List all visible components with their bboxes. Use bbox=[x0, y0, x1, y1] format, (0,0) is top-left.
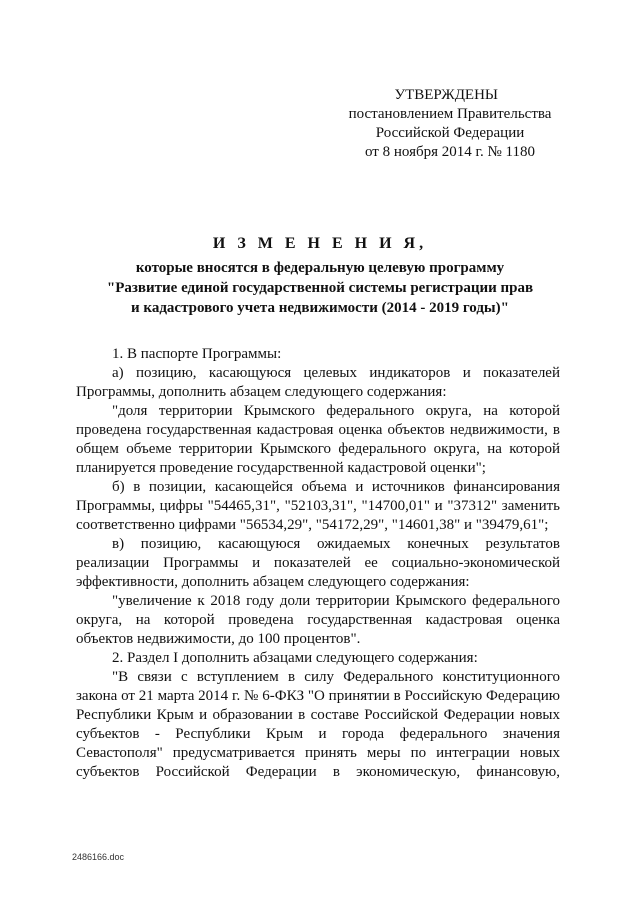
document-title bbox=[80, 234, 560, 318]
paragraph: "доля территории Крымского федерального округа, на которой проведена государственная кадастровая оценка объектов недвижимости, в общем объеме территории Крымского федерального округа, на которой планируется проведение государственной кадастровой оценки"; bbox=[76, 403, 560, 476]
paragraph: а) позицию, касающуюся целевых индикаторов и показателей Программы, дополнить абзацем следующего содержания: bbox=[76, 365, 560, 400]
file-name-footer: 2486166.doc bbox=[72, 852, 125, 862]
title-main: И З М Е Н Е Н И Я, bbox=[212, 235, 428, 252]
approval-heading: УТВЕРЖДЕНЫ bbox=[394, 87, 498, 103]
paragraph: "В связи с вступлением в силу Федерального конституционного закона от 21 марта 2014 г. № 6-ФКЗ "О принятии в Российскую Федерацию Республики Крым и образовании в составе Российской Федерации новых субъектов - Республики Крым и города федерального значения Севастополя" предусматривается принять меры по интеграции новых субъектов Российской Федерации в экономическую, финансовую, bbox=[76, 669, 560, 780]
approval-line: Российской Федерации bbox=[375, 125, 525, 141]
paragraph: 2. Раздел I дополнить абзацами следующего содержания: bbox=[112, 650, 478, 666]
paragraph: б) в позиции, касающейся объема и источников финансирования Программы, цифры "54465,31", "52103,31", "14700,01" и "37312" заменить соответственно цифрами "56534,29", "54172,29", "14601,38" и "39479,61"; bbox=[76, 479, 560, 533]
document-body bbox=[76, 345, 560, 782]
approval-line: постановлением Правительства bbox=[348, 106, 552, 122]
title-line: и кадастрового учета недвижимости (2014 - 2019 годы)" bbox=[131, 300, 509, 316]
paragraph: в) позицию, касающуюся ожидаемых конечных результатов реализации Программы и показателей ее социально-экономической эффективности, дополнить абзацем следующего содержания: bbox=[76, 536, 560, 590]
paragraph: 1. В паспорте Программы: bbox=[112, 346, 282, 362]
paragraph: "увеличение к 2018 году доли территории Крымского федерального округа, на которой проведена государственная кадастровая оценка объектов недвижимости, до 100 процентов". bbox=[76, 593, 560, 647]
title-line: которые вносятся в федеральную целевую программу bbox=[135, 260, 505, 276]
approval-date: от 8 ноября 2014 г. № 1180 bbox=[365, 144, 535, 160]
approval-block bbox=[330, 86, 570, 162]
title-line: "Развитие единой государственной системы регистрации прав bbox=[106, 280, 534, 296]
